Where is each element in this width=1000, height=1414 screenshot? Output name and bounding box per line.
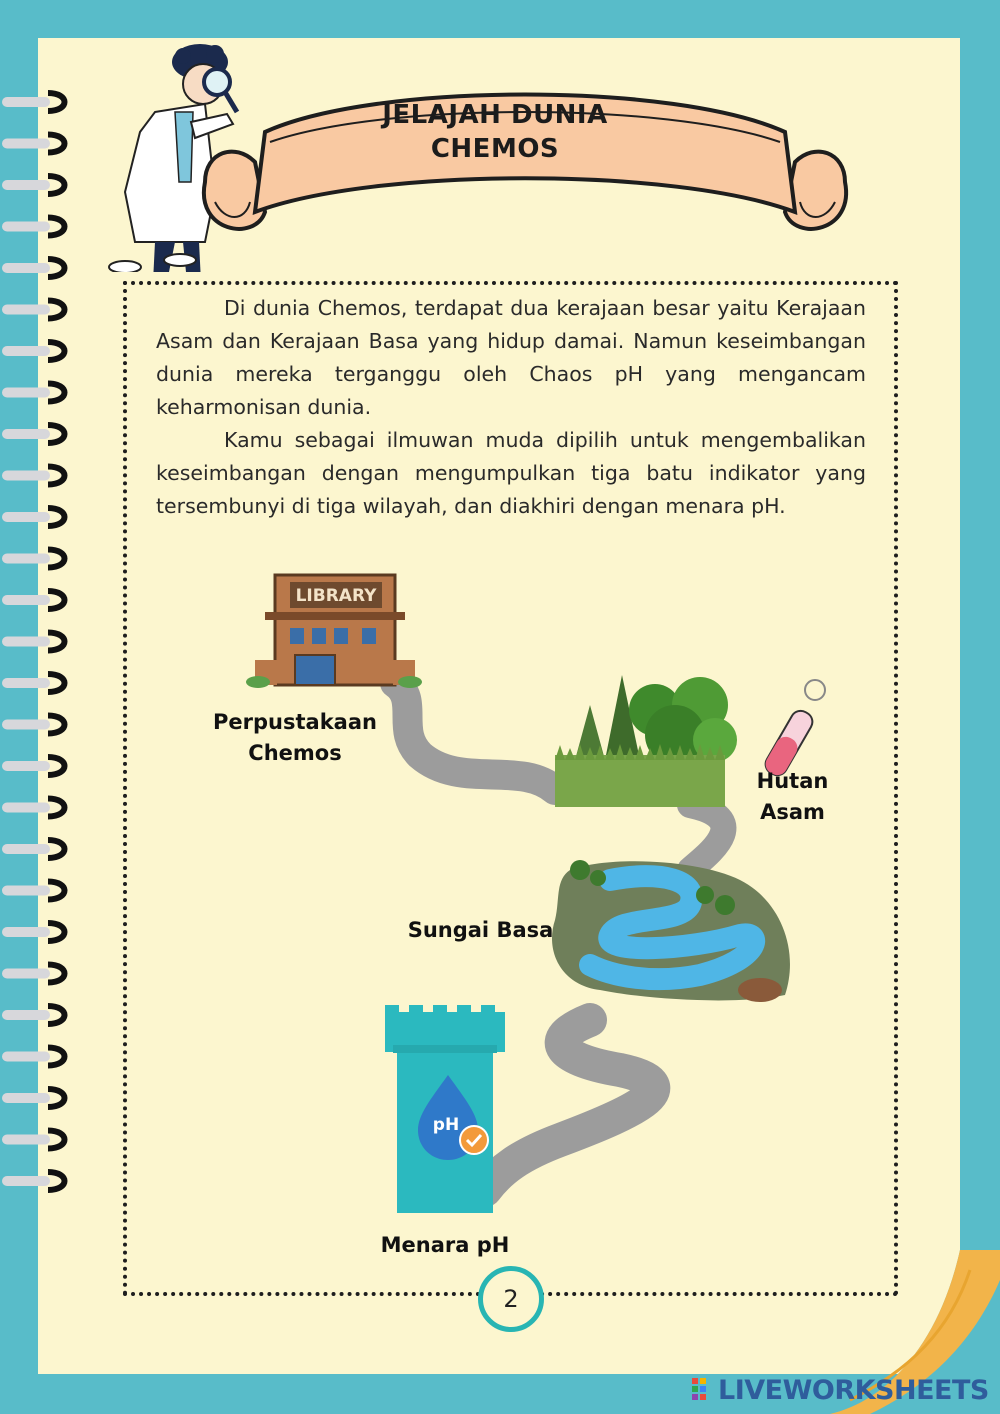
library-building bbox=[246, 575, 422, 688]
location-river-label: Sungai Basa bbox=[407, 918, 554, 942]
liveworksheets-logo-icon bbox=[692, 1378, 714, 1404]
page-number: 2 bbox=[478, 1266, 544, 1332]
forest-label-line1: Hutan bbox=[756, 769, 829, 793]
forest-illustration bbox=[555, 675, 737, 807]
story-paragraph-2: Kamu sebagai ilmuwan muda dipilih untuk mengembalikan keseimbangan dengan mengumpulkan tiga batu indikator yang tersembunyi di tiga wilayah, dan diakhiri dengan menara pH. bbox=[156, 428, 866, 518]
title-line-1: JELAJAH DUNIA bbox=[382, 100, 608, 130]
library-label-line2: Chemos bbox=[248, 741, 342, 765]
location-tower-label: Menara pH bbox=[380, 1233, 510, 1257]
road-segment-2 bbox=[690, 805, 723, 870]
road-segment-1 bbox=[395, 683, 555, 790]
forest-label-line2: Asam bbox=[760, 800, 825, 824]
library-label-line1: Perpustakaan bbox=[213, 710, 377, 734]
location-library-label bbox=[205, 707, 385, 769]
liveworksheets-watermark: LIVEWORKSHEETS bbox=[718, 1375, 989, 1406]
river-illustration bbox=[552, 860, 790, 1002]
title-line-2: CHEMOS bbox=[430, 134, 560, 164]
story-paragraph-1: Di dunia Chemos, terdapat dua kerajaan besar yaitu Kerajaan Asam dan Kerajaan Basa yang hidup damai. Namun keseimbangan dunia mereka terganggu oleh Chaos pH yang mengancam keharmonisan dunia. bbox=[156, 296, 866, 419]
test-tube-icon bbox=[762, 680, 825, 779]
road-segment-3 bbox=[485, 1020, 653, 1190]
tower-illustration bbox=[385, 1005, 505, 1213]
library-sign: LIBRARY bbox=[295, 586, 377, 606]
ph-badge: pH bbox=[432, 1115, 460, 1135]
location-forest-label bbox=[745, 766, 840, 828]
